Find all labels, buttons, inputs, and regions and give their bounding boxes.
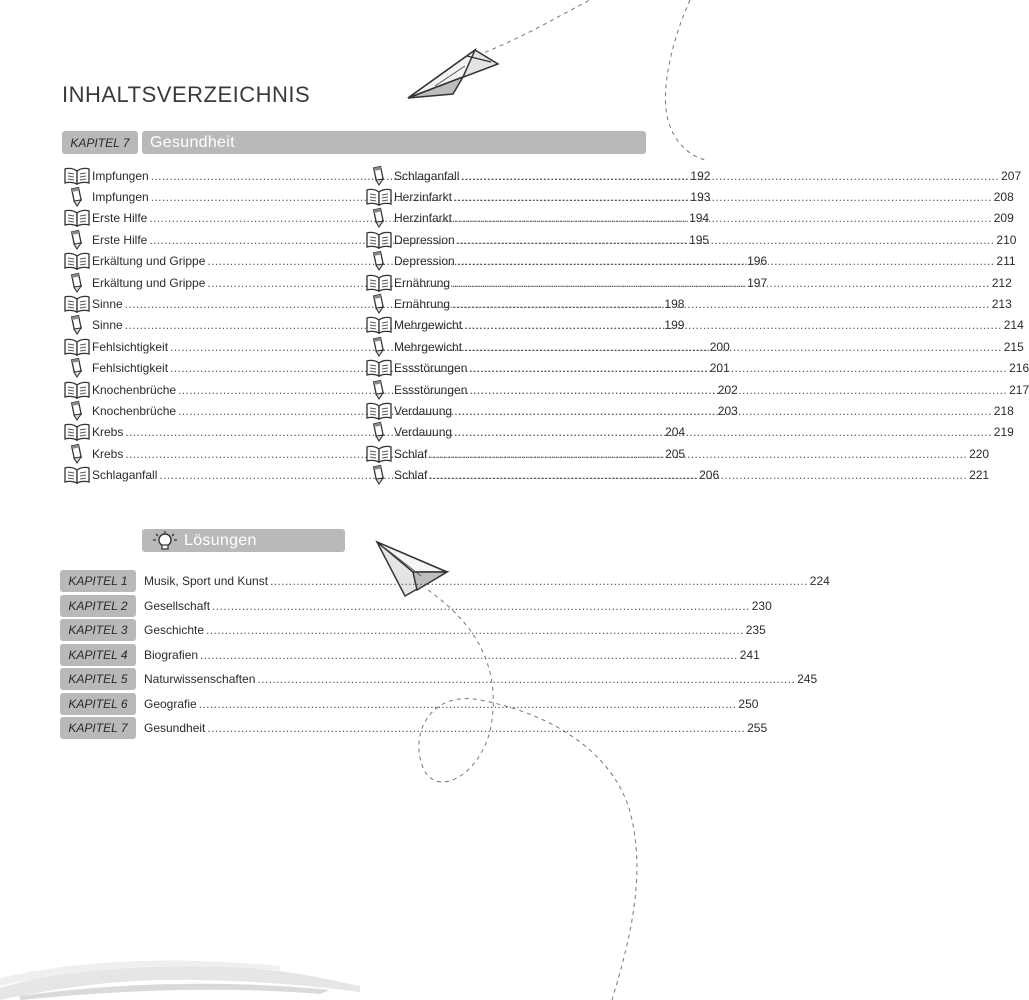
book-icon <box>62 465 92 485</box>
toc-entry-label: Mehrgewicht <box>394 339 463 354</box>
toc-entry-text <box>394 447 989 461</box>
pencil-icon <box>364 294 394 314</box>
pencil-icon <box>364 208 394 228</box>
dot-leader <box>429 447 967 461</box>
solution-entry-text <box>144 668 818 690</box>
toc-entry-page: 204 <box>665 425 686 440</box>
solution-label: Musik, Sport und Kunst <box>144 574 269 588</box>
pencil-icon <box>62 187 92 207</box>
toc-entry-text <box>394 254 1016 268</box>
solution-entry <box>60 717 768 739</box>
dot-leader <box>454 425 992 439</box>
dot-leader <box>452 276 990 290</box>
book-icon <box>364 230 394 250</box>
dot-leader <box>464 318 1002 332</box>
solution-entry-text <box>144 644 760 666</box>
toc-entry-text <box>394 340 1024 354</box>
toc-entry-label: Depression <box>394 232 455 247</box>
toc-entry-label: Impfungen <box>92 190 149 205</box>
book-icon <box>62 166 92 186</box>
solution-page: 250 <box>738 696 759 711</box>
toc-entry-page: 218 <box>993 403 1014 418</box>
toc-entry-text <box>394 383 1029 397</box>
book-icon <box>62 208 92 228</box>
solutions-title: Lösungen <box>184 531 257 549</box>
toc-entry-page: 220 <box>969 446 990 461</box>
pencil-icon <box>62 401 92 421</box>
dot-leader <box>200 648 738 662</box>
pencil-icon <box>364 166 394 186</box>
dot-leader <box>207 721 745 735</box>
dot-leader <box>461 169 999 183</box>
toc-entry-label: Impfungen <box>92 168 149 183</box>
toc-entry-label: Ernährung <box>394 275 451 290</box>
book-icon <box>62 380 92 400</box>
toc-entry-text <box>394 233 1016 247</box>
toc-entry-page: 202 <box>717 382 738 397</box>
pencil-icon <box>62 315 92 335</box>
toc-entry-label: Erste Hilfe <box>92 211 148 226</box>
solution-chapter-tag: KAPITEL 3 <box>60 619 136 641</box>
toc-entry-label: Schlaf <box>394 446 428 461</box>
pencil-icon <box>62 230 92 250</box>
toc-entry-page: 205 <box>665 446 686 461</box>
solution-entry <box>60 595 772 617</box>
toc-entry-text <box>394 169 1021 183</box>
solution-page: 224 <box>809 574 830 588</box>
toc-entry-text <box>394 190 1014 204</box>
dot-leader <box>469 361 1007 375</box>
toc-entry-page: 203 <box>717 403 738 418</box>
dot-leader <box>212 599 750 613</box>
toc-entry-label: Verdauung <box>394 403 453 418</box>
dot-leader <box>469 383 1007 397</box>
toc-entry-label: Essstörungen <box>394 361 468 376</box>
solution-chapter-tag: KAPITEL 6 <box>60 693 136 715</box>
book-icon <box>364 315 394 335</box>
solution-label: Biografien <box>144 647 199 662</box>
toc-entry-page: 198 <box>664 297 685 312</box>
toc-entry-page: 213 <box>991 297 1012 312</box>
solution-label: Geschichte <box>144 623 205 637</box>
lightbulb-icon <box>152 530 178 552</box>
toc-entry-page: 201 <box>709 361 730 376</box>
solution-chapter-tag: KAPITEL 4 <box>60 644 136 666</box>
toc-entry-label: Mehrgewicht <box>394 318 463 333</box>
toc-entry-page: 212 <box>991 275 1012 290</box>
solution-label: Naturwissenschaften <box>144 672 256 686</box>
pencil-icon <box>364 337 394 357</box>
pencil-icon <box>62 273 92 293</box>
toc-entry-label: Herzinfarkt <box>394 190 453 205</box>
solution-label: Gesellschaft <box>144 598 211 613</box>
solution-chapter-tag: KAPITEL 1 <box>60 570 136 592</box>
toc-entry-label: Erkältung und Grippe <box>92 275 206 290</box>
toc-entry-text <box>394 318 1024 332</box>
toc-entry-page: 207 <box>1001 168 1022 183</box>
toc-entry-page: 192 <box>690 168 711 183</box>
dot-leader <box>206 623 744 637</box>
chapter-title-bar: Gesundheit <box>142 131 646 154</box>
dot-leader <box>199 697 737 711</box>
toc-entry-label: Schlaganfall <box>92 468 158 483</box>
pencil-icon <box>364 380 394 400</box>
toc-entry-label: Sinne <box>92 318 123 333</box>
toc-entry-text <box>394 297 1012 311</box>
dot-leader <box>257 672 795 686</box>
toc-entry-text <box>394 276 1012 290</box>
toc-entry-label: Knochenbrüche <box>92 403 177 418</box>
solution-entry-text <box>144 619 766 641</box>
solution-page: 255 <box>747 721 768 735</box>
toc-entry-page: 200 <box>709 339 730 354</box>
toc-entry-label: Herzinfarkt <box>394 211 453 226</box>
toc-entry-text <box>394 468 989 482</box>
book-icon <box>364 187 394 207</box>
dot-leader <box>454 190 992 204</box>
solution-chapter-tag: KAPITEL 2 <box>60 595 136 617</box>
solution-page: 230 <box>751 598 772 613</box>
dot-leader <box>457 254 995 268</box>
book-icon <box>62 251 92 271</box>
pencil-icon <box>364 251 394 271</box>
toc-entry-label: Essstörungen <box>394 382 468 397</box>
toc-entry-page: 199 <box>664 318 685 333</box>
toc-entry-page: 217 <box>1009 382 1029 397</box>
toc-entry-label: Depression <box>394 254 455 269</box>
toc-entry-label: Erkältung und Grippe <box>92 254 206 269</box>
toc-entry-label: Knochenbrüche <box>92 382 177 397</box>
toc-entry-label: Verdauung <box>394 425 453 440</box>
book-icon <box>364 444 394 464</box>
toc-entry-page: 193 <box>690 190 711 205</box>
toc-entry-label: Krebs <box>92 425 124 440</box>
pencil-icon <box>364 422 394 442</box>
toc-entry-page: 194 <box>689 211 710 226</box>
toc-entry-label: Ernährung <box>394 297 451 312</box>
dot-leader <box>464 340 1002 354</box>
solution-chapter-tag: KAPITEL 5 <box>60 668 136 690</box>
toc-entry-label: Fehlsichtigkeit <box>92 339 169 354</box>
solution-entry-text <box>144 570 830 592</box>
toc-entry-page: 214 <box>1003 318 1024 333</box>
solution-entry <box>60 668 818 690</box>
toc-entry-page: 196 <box>747 254 768 269</box>
solution-entry-text <box>144 717 768 739</box>
toc-entry-label: Fehlsichtigkeit <box>92 361 169 376</box>
book-icon <box>62 422 92 442</box>
dot-leader <box>452 297 990 311</box>
brush-stroke <box>0 930 707 1000</box>
toc-entry-page: 206 <box>699 468 720 483</box>
solution-entry-text <box>144 693 759 715</box>
toc-entry-text <box>394 361 1029 375</box>
solution-label: Gesundheit <box>144 721 206 735</box>
pencil-icon <box>62 444 92 464</box>
toc-entry-page: 221 <box>969 468 990 483</box>
dot-leader <box>454 211 992 225</box>
toc-entry-text <box>394 404 1014 418</box>
toc-entry-label: Schlaf <box>394 468 428 483</box>
book-icon <box>364 358 394 378</box>
toc-entry-page: 215 <box>1003 339 1024 354</box>
chapter-tag: KAPITEL 7 <box>62 131 138 154</box>
dot-leader <box>270 574 808 588</box>
solution-label: Geografie <box>144 696 197 711</box>
toc-entry-page: 211 <box>996 254 1016 269</box>
toc-entry-label: Krebs <box>92 446 124 461</box>
pencil-icon <box>62 358 92 378</box>
toc-entry-text <box>394 425 1014 439</box>
toc-entry-page: 195 <box>689 232 710 247</box>
toc-entry-page: 210 <box>996 232 1017 247</box>
paper-plane-icon <box>405 42 500 102</box>
toc-entry-page: 209 <box>993 211 1014 226</box>
toc-entry-text <box>394 211 1014 225</box>
solution-entry <box>60 644 760 666</box>
solution-entry <box>60 619 766 641</box>
solution-page: 245 <box>797 672 818 686</box>
toc-entry-page: 216 <box>1009 361 1029 376</box>
solution-entry-text <box>144 595 772 617</box>
solution-entry <box>60 570 830 592</box>
dot-leader <box>457 233 995 247</box>
book-icon <box>364 273 394 293</box>
book-icon <box>62 337 92 357</box>
toc-entry-label: Sinne <box>92 297 123 312</box>
dot-leader <box>454 404 992 418</box>
book-icon <box>364 401 394 421</box>
toc-entry-label: Erste Hilfe <box>92 232 148 247</box>
toc-entry-page: 208 <box>993 190 1014 205</box>
dot-leader <box>429 468 967 482</box>
toc-entry-page: 219 <box>993 425 1014 440</box>
solution-chapter-tag: KAPITEL 7 <box>60 717 136 739</box>
solutions-title-bar <box>142 529 345 552</box>
book-icon <box>62 294 92 314</box>
page-title: INHALTSVERZEICHNIS <box>62 82 311 107</box>
toc-entry-label: Schlaganfall <box>394 168 460 183</box>
toc-entry-page: 197 <box>747 275 768 290</box>
solution-page: 241 <box>739 647 760 662</box>
solution-page: 235 <box>745 623 766 637</box>
solution-entry <box>60 693 759 715</box>
pencil-icon <box>364 465 394 485</box>
